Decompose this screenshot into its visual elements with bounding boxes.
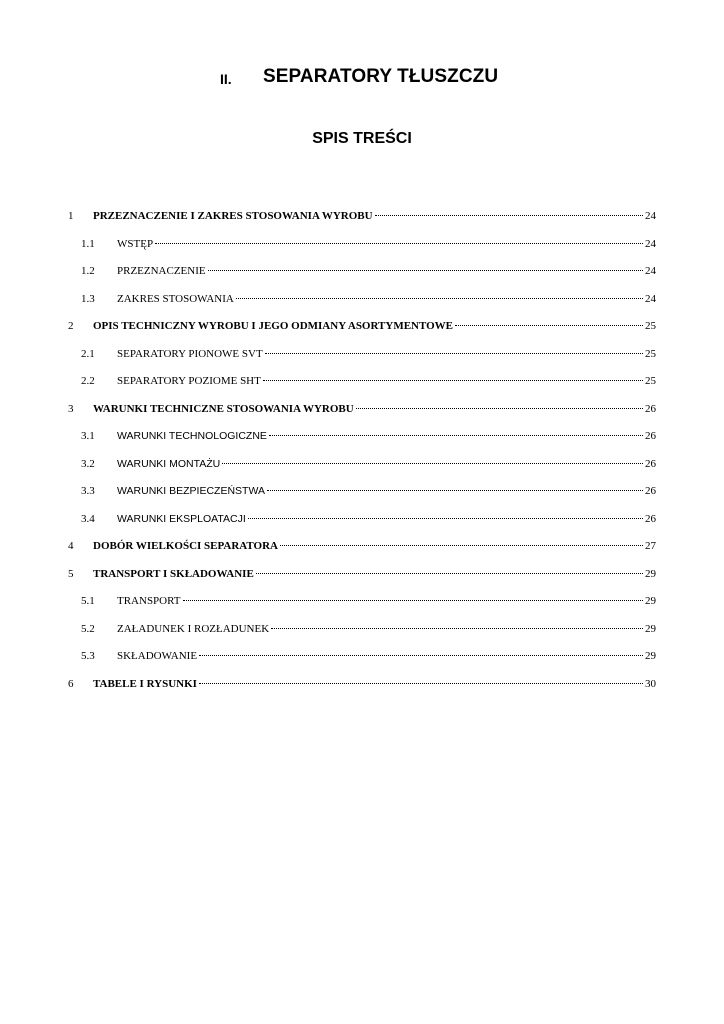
toc-entry-number: 2.2 [81,375,95,387]
toc-entry-line [93,677,656,691]
toc-entry-page: 26 [645,430,656,442]
toc-entry-number: 1 [68,210,74,222]
toc-entry-page: 29 [645,595,656,607]
dot-leader [271,628,643,629]
toc-entry[interactable] [68,369,656,397]
toc-entry[interactable] [68,397,656,425]
toc-entry-label: OPIS TECHNICZNY WYROBU I JEGO ODMIANY ASORTYMENTOWE [93,320,454,332]
toc-entry[interactable] [68,479,656,507]
toc-entry-number: 5 [68,567,74,580]
toc-entry-page: 24 [645,237,656,250]
toc-entry-page: 24 [645,292,656,305]
toc-entry-label: WARUNKI TECHNOLOGICZNE [117,430,267,442]
dot-leader [256,573,643,574]
toc-entry-number: 6 [68,677,74,690]
toc-entry[interactable] [68,672,656,700]
toc-entry-page: 25 [645,347,656,360]
toc-entry-line [117,594,656,608]
toc-entry-number: 1.1 [81,237,95,250]
dot-leader [222,463,643,464]
toc-entry-label: WARUNKI MONTAŻU [117,457,221,470]
toc-entry-label: TABELE I RYSUNKI [93,677,197,690]
toc-entry-label: ZAŁADUNEK I ROZŁADUNEK [117,622,270,635]
toc-entry-page: 26 [645,485,656,497]
toc-entry-page: 29 [645,567,656,580]
toc-entry-line [93,319,656,333]
toc-entry-label: PRZEZNACZENIE [117,265,206,277]
toc-entry-page: 24 [645,210,656,222]
toc-entry[interactable] [68,617,656,645]
toc-entry-line [93,539,656,553]
toc-entry[interactable] [68,562,656,590]
toc-entry-page: 24 [645,265,656,277]
dot-leader [155,243,643,244]
toc-entry-label: TRANSPORT I SKŁADOWANIE [93,567,254,580]
dot-leader [183,600,643,601]
dot-leader [199,655,643,656]
toc-entry-page: 25 [645,375,656,387]
toc-entry-number: 1.3 [81,292,95,305]
toc-entry-number: 2 [68,320,74,332]
table-of-contents [68,204,656,699]
toc-entry[interactable] [68,507,656,535]
section-title: SEPARATORY TŁUSZCZU [263,66,499,87]
toc-entry-line [117,622,656,636]
dot-leader [208,270,643,271]
toc-entry-number: 5.2 [81,622,95,635]
dot-leader [267,490,643,491]
dot-leader [199,683,643,684]
toc-entry-line [117,429,656,443]
toc-entry-line [117,292,656,306]
toc-entry-line [117,649,656,663]
dot-leader [375,215,643,216]
toc-entry-label: DOBÓR WIELKOŚCI SEPARATORA [93,540,279,552]
dot-leader [455,325,643,326]
dot-leader [263,380,643,381]
toc-entry-label: SEPARATORY POZIOME SHT [117,375,261,387]
toc-entry-label: PRZEZNACZENIE I ZAKRES STOSOWANIA WYROBU [93,210,373,222]
toc-entry-page: 26 [645,512,656,525]
toc-entry[interactable] [68,342,656,370]
toc-entry-page: 26 [645,457,656,470]
toc-entry-number: 5.1 [81,595,95,607]
toc-entry[interactable] [68,589,656,617]
toc-entry-number: 3.1 [81,430,95,442]
toc-entry-line [93,567,656,581]
toc-entry[interactable] [68,259,656,287]
toc-entry-line [93,402,656,416]
toc-entry-page: 26 [645,402,656,415]
dot-leader [280,545,643,546]
toc-entry-line [117,457,656,471]
dot-leader [236,298,643,299]
toc-entry[interactable] [68,452,656,480]
toc-entry-line [117,237,656,251]
dot-leader [356,408,643,409]
dot-leader [265,353,643,354]
toc-entry[interactable] [68,287,656,315]
toc-title: SPIS TREŚCI [312,130,412,147]
dot-leader [269,435,643,436]
toc-entry-line [117,374,656,388]
toc-entry-label: SEPARATORY PIONOWE SVT [117,347,263,360]
toc-entry[interactable] [68,534,656,562]
toc-entry[interactable] [68,424,656,452]
toc-entry-label: WSTĘP [117,237,154,250]
toc-entry-number: 3 [68,402,74,415]
toc-entry-line [117,512,656,526]
toc-entry-page: 25 [645,320,656,332]
toc-entry-line [117,484,656,498]
toc-entry[interactable] [68,232,656,260]
dot-leader [248,518,643,519]
section-number: II. [220,71,232,87]
toc-entry-page: 30 [645,677,656,690]
toc-entry-line [93,209,656,223]
toc-entry-label: ZAKRES STOSOWANIA [117,292,234,305]
toc-entry-number: 3.2 [81,457,95,470]
toc-entry-page: 29 [645,622,656,635]
toc-entry-page: 27 [645,540,656,552]
toc-entry-label: WARUNKI TECHNICZNE STOSOWANIA WYROBU [93,402,354,415]
toc-entry-label: SKŁADOWANIE [117,650,198,662]
toc-entry-page: 29 [645,650,656,662]
section-heading [0,66,724,96]
toc-entry-label: WARUNKI BEZPIECZEŃSTWA [117,485,265,497]
toc-entry[interactable] [68,314,656,342]
toc-entry[interactable] [68,644,656,672]
toc-entry-number: 4 [68,540,74,552]
toc-entry-line [117,264,656,278]
toc-entry-number: 2.1 [81,347,95,360]
toc-entry-label: TRANSPORT [117,595,181,607]
toc-entry-number: 5.3 [81,650,95,662]
toc-entry-line [117,347,656,361]
toc-entry-number: 3.4 [81,512,95,525]
toc-entry[interactable] [68,204,656,232]
toc-entry-number: 1.2 [81,265,95,277]
toc-entry-label: WARUNKI EKSPLOATACJI [117,512,246,525]
toc-entry-number: 3.3 [81,485,95,497]
